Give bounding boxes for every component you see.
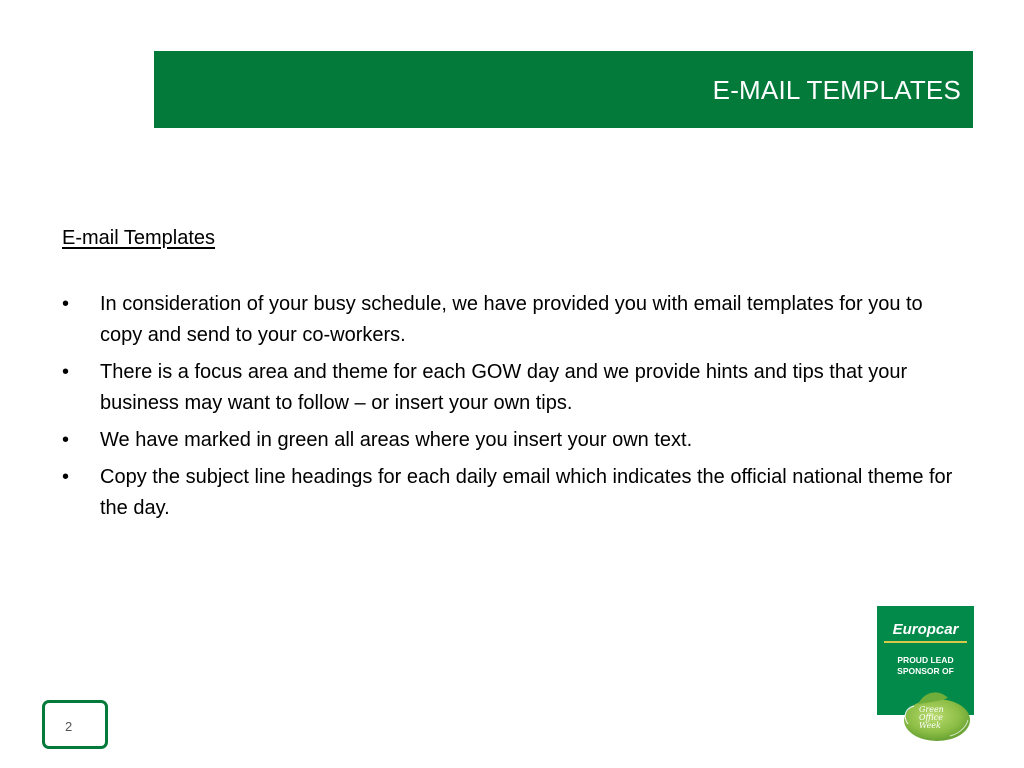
page-number: 2 xyxy=(65,719,73,734)
bullet-text: We have marked in green all areas where you insert your own text. xyxy=(100,429,693,451)
page-title: E-MAIL TEMPLATES xyxy=(712,75,961,105)
badge-text-line1: Green Office xyxy=(919,705,944,722)
page-number-box xyxy=(42,700,108,749)
green-office-week-badge xyxy=(900,690,970,744)
badge-text xyxy=(919,706,967,730)
brand-underline xyxy=(884,641,967,643)
bullet-text: Copy the subject line headings for each daily email which indicates the official national theme for the day. xyxy=(100,466,953,519)
header-bar xyxy=(154,51,973,128)
bullet-item xyxy=(62,425,962,456)
section-heading: E-mail Templates xyxy=(62,227,216,249)
bullet-dot-icon: • xyxy=(62,429,70,451)
bullet-item xyxy=(62,357,962,419)
bullet-text: In consideration of your busy schedule, we have provided you with email templates for you to copy and send to your co-workers. xyxy=(100,293,923,346)
badge-text-line2: Week xyxy=(919,721,941,730)
bullet-dot-icon: • xyxy=(62,293,70,315)
sponsor-caption xyxy=(877,655,974,677)
sponsor-logo xyxy=(877,606,974,746)
bullet-dot-icon: • xyxy=(62,361,70,383)
europcar-logo-text: Europcar xyxy=(892,621,959,638)
bullet-item xyxy=(62,462,962,524)
bullet-list xyxy=(62,289,962,530)
bullet-item xyxy=(62,289,962,351)
sponsor-caption-line1: PROUD LEAD xyxy=(897,655,954,665)
sponsor-caption-line2: SPONSOR OF xyxy=(897,666,954,676)
bullet-text: There is a focus area and theme for each GOW day and we provide hints and tips that your business may want to follow – or insert your own tips. xyxy=(100,361,908,414)
bullet-dot-icon: • xyxy=(62,466,70,488)
